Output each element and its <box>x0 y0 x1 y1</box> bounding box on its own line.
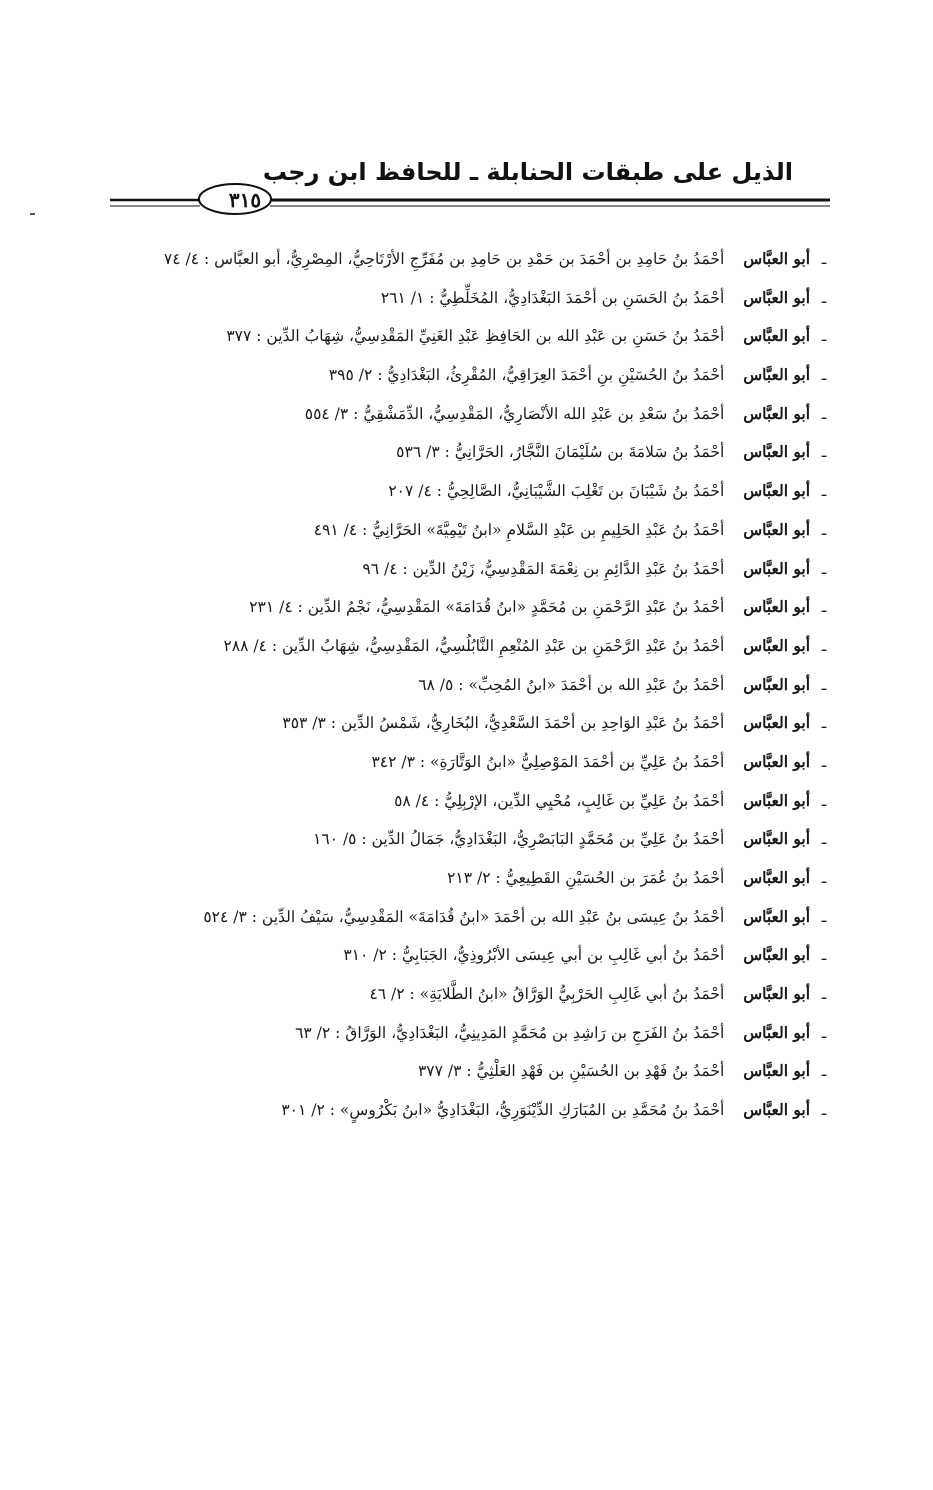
index-entry <box>113 704 833 743</box>
entry-dash: ـ <box>821 366 827 385</box>
entry-kunya: أبو العبَّاس <box>743 674 811 694</box>
entry-dash: ـ <box>821 443 827 462</box>
entry-volume-page: ٢/ ٣١٠ <box>343 946 387 965</box>
index-entry-list <box>113 240 833 1130</box>
entry-name: أحْمَدُ بنُ فَهْدِ بن الحُسَيْنِ بن فَهْدِ العَلْثِيُّ : <box>466 1062 725 1081</box>
entry-name: أحْمَدُ بنُ مُحَمَّدِ بن المُبَارَكِ الدِّيْنَوَرِيُّ، البَغْدَادِيُّ «ابنُ بَكْرُوسٍ» : <box>329 1101 725 1120</box>
index-entry <box>113 898 833 937</box>
entry-volume-page: ٤/ ٧٤ <box>163 250 200 268</box>
entry-kunya: أبو العبَّاس <box>743 287 811 307</box>
index-entry <box>113 395 833 434</box>
entry-name: أحْمَدُ بنُ الفَرَجِ بن رَاشِدِ بن مُحَمَّدٍ المَدِينِيُّ، البَغْدَادِيُّ، الوَرَّاقُ : <box>335 1023 725 1042</box>
index-entry <box>113 666 833 705</box>
entry-kunya: أبو العبَّاس <box>743 365 811 385</box>
entry-kunya: أبو العبَّاس <box>743 558 811 578</box>
margin-mark <box>30 213 35 215</box>
index-entry <box>113 472 833 511</box>
entry-volume-page: ٤/ ٤٩١ <box>313 520 358 539</box>
entry-dash: ـ <box>821 1023 827 1042</box>
entry-name: أحْمَدُ بنُ سَعْدِ بن عَبْدِ الله الأنْصَارِيُّ، المَقْدِسِيُّ، الدِّمَشْقِيُّ : <box>353 404 725 423</box>
index-entry <box>113 1052 833 1091</box>
entry-kunya: أبو العبَّاس <box>743 713 811 733</box>
entry-name: أحْمَدُ بنُ عَبْدِ الرَّحْمَنِ بن مُحَمَّدٍ «ابنُ قُدَامَةَ» المَقْدِسِيُّ، نَجْمُ الدِّين : <box>297 598 725 617</box>
entry-dash: ـ <box>821 1062 827 1081</box>
entry-kunya: أبو العبَّاس <box>743 906 811 926</box>
entry-volume-page: ٣/ ٥٢٤ <box>203 907 247 926</box>
entry-kunya: أبو العبَّاس <box>743 249 811 268</box>
entry-kunya: أبو العبَّاس <box>743 1022 811 1042</box>
index-entry <box>113 433 833 472</box>
entry-volume-page: ٢/ ٢١٣ <box>447 869 491 887</box>
entry-volume-page: ٣٧٧ <box>226 327 252 346</box>
running-title: الذيل على طبقات الحنابلة ـ للحافظ ابن رجب <box>262 158 793 186</box>
index-entry <box>113 1014 833 1053</box>
entry-dash: ـ <box>821 598 827 617</box>
index-entry <box>113 782 833 821</box>
entry-volume-page: ٥/ ١٦٠ <box>313 830 357 849</box>
entry-name: أحْمَدُ بنُ الحُسَيْنِ بنِ أحْمَدَ العِرَاقِيُّ، المُقْرِئُ، البَغْدَادِيُّ : <box>377 366 725 385</box>
entry-name: أحْمَدُ بنُ عَلِيِّ بن مُحَمَّدٍ البَابَصْرِيُّ، البَغْدَادِيُّ، جَمَالُ الدِّين : <box>361 830 725 849</box>
entry-volume-page: ٤/ ٥٨ <box>394 791 430 810</box>
entry-kunya: أبو العبَّاس <box>743 403 811 423</box>
entry-volume-page: ٣/ ٥٥٤ <box>304 404 349 423</box>
entry-name: أحْمَدُ بنُ عَبْدِ الله بن أحْمَدَ «ابنُ المُحِبِّ» : <box>458 675 725 694</box>
entry-volume-page: ٢/ ٣٩٥ <box>328 366 373 385</box>
entry-name: أحْمَدُ بنُ سَلامَةَ بن سُلَيْمَانَ النَّجَّارُ، الحَرَّانِيُّ : <box>444 443 725 462</box>
entry-volume-page: ٣/ ٣٤٢ <box>371 752 415 771</box>
entry-name: أحْمَدُ بنُ عَبْدِ الوَاحِدِ بن أحْمَدَ السَّعْدِيُّ، البُخَارِيُّ، شَمْسُ الدِّين : <box>330 714 725 733</box>
entry-name: أحْمَدُ بنُ عُمَرَ بن الحُسَيْنِ القَطِيعِيُّ : <box>495 869 725 887</box>
entry-volume-page: ٢/ ٣٠١ <box>281 1101 325 1120</box>
entry-dash: ـ <box>821 869 827 887</box>
index-entry <box>113 317 833 356</box>
entry-volume-page: ٤/ ٢٣١ <box>249 598 293 617</box>
index-entry <box>113 588 833 627</box>
entry-dash: ـ <box>821 907 827 926</box>
index-entry <box>113 859 833 898</box>
entry-name: أحْمَدُ بنُ حَامِدِ بن أحْمَدَ بن حَمْدِ بن حَامِدِ بن مُفَرِّجِ الأرْتَاحِيُّ، المِصْرِيُّ، أبو العبَّاس : <box>203 250 725 268</box>
entry-name: أحْمَدُ بنُ حَسَنِ بن عَبْدِ الله بن الحَافِظِ عَبْدِ الغَنِيِّ المَقْدِسِيُّ، شِهَابُ الدِّين : <box>256 327 725 346</box>
index-entry <box>113 240 833 279</box>
entry-volume-page: ٣/ ٥٣٦ <box>396 443 440 462</box>
index-entry <box>113 936 833 975</box>
entry-name: أحْمَدُ بنُ عَبْدِ الحَلِيمِ بن عَبْدِ السَّلامِ «ابنُ تَيْمِيَّةَ» الحَرَّانِيُّ : <box>362 520 725 539</box>
entry-volume-page: ٣/ ٣٧٧ <box>417 1062 462 1081</box>
entry-dash: ـ <box>821 520 827 539</box>
entry-kunya: أبو العبَّاس <box>743 790 811 810</box>
entry-dash: ـ <box>821 675 827 694</box>
entry-name: أحْمَدُ بنُ الحَسَنِ بن أحْمَدَ البَغْدَادِيُّ، المُخَلِّطِيُّ : <box>429 288 725 307</box>
entry-volume-page: ٣/ ٣٥٣ <box>282 714 326 733</box>
entry-volume-page: ٥/ ٦٨ <box>418 675 454 694</box>
entry-dash: ـ <box>821 985 827 1004</box>
entry-kunya: أبو العبَّاس <box>743 442 811 462</box>
entry-volume-page: ٤/ ٢٠٧ <box>388 482 432 501</box>
entry-name: أحْمَدُ بنُ عَبْدِ الدَّائِمِ بن نِعْمَةَ المَقْدِسِيُّ، زَيْنُ الدِّين : <box>402 559 725 578</box>
entry-dash: ـ <box>821 250 827 268</box>
entry-dash: ـ <box>821 482 827 501</box>
entry-dash: ـ <box>821 559 827 578</box>
entry-kunya: أبو العبَّاس <box>743 481 811 501</box>
entry-kunya: أبو العبَّاس <box>743 829 811 849</box>
entry-name: أحْمَدُ بنُ أبي غَالِبِ الحَرْبِيُّ الوَرَّاقُ «ابنُ الطَّلايَةِ» : <box>409 985 725 1004</box>
index-entry <box>113 975 833 1014</box>
index-entry <box>113 820 833 859</box>
page-header <box>0 150 933 220</box>
entry-kunya: أبو العبَّاس <box>743 597 811 617</box>
entry-volume-page: ٤/ ٩٦ <box>362 559 398 578</box>
entry-name: أحْمَدُ بنُ شَيْبَانَ بن تَغْلِبَ الشَّيْبَانِيُّ، الصَّالِحِيُّ : <box>436 482 725 501</box>
index-entry <box>113 627 833 666</box>
entry-kunya: أبو العبَّاس <box>743 868 811 887</box>
entry-name: أحْمَدُ بنُ عَلِيِّ بن غَالِبٍ، مُحْيِي الدِّين، الإرْبِلِيُّ : <box>434 791 725 810</box>
entry-name: أحْمَدُ بنُ عَلِيِّ بن أحْمَدَ المَوْصِلِيُّ «ابنُ الوَتَّارَةِ» : <box>419 752 725 771</box>
entry-kunya: أبو العبَّاس <box>743 326 811 346</box>
entry-name: أحْمَدُ بنُ أبي غَالِبِ بن أبي عِيسَى الأبْرُوذِيُّ، الجَبَابِيُّ : <box>391 946 725 965</box>
entry-kunya: أبو العبَّاس <box>743 751 811 771</box>
entry-name: أحْمَدُ بنُ عَبْدِ الرَّحْمَنِ بن عَبْدِ المُنْعِمِ النَّابُلُسِيُّ، المَقْدِسِيُّ، شِهَابُ الدِّين : <box>271 636 725 655</box>
index-entry <box>113 550 833 589</box>
entry-volume-page: ٢/ ٤٦ <box>369 985 405 1004</box>
entry-kunya: أبو العبَّاس <box>743 635 811 655</box>
entry-dash: ـ <box>821 946 827 965</box>
entry-volume-page: ٢/ ٦٣ <box>295 1023 331 1042</box>
entry-kunya: أبو العبَّاس <box>743 984 811 1004</box>
index-entry <box>113 743 833 782</box>
entry-dash: ـ <box>821 830 827 849</box>
entry-volume-page: ٤/ ٢٨٨ <box>223 636 267 655</box>
index-entry <box>113 511 833 550</box>
entry-dash: ـ <box>821 1101 827 1120</box>
entry-dash: ـ <box>821 404 827 423</box>
entry-kunya: أبو العبَّاس <box>743 1100 811 1120</box>
entry-dash: ـ <box>821 714 827 733</box>
entry-dash: ـ <box>821 288 827 307</box>
entry-name: أحْمَدُ بنُ عِيسَى بنُ عَبْدِ الله بن أحْمَدَ «ابنُ قُدَامَةَ» المَقْدِسِيُّ، سَيْفُ الدِّين : <box>251 907 725 926</box>
entry-volume-page: ١/ ٢٦١ <box>380 288 425 307</box>
entry-kunya: أبو العبَّاس <box>743 1061 811 1081</box>
index-entry <box>113 1091 833 1130</box>
index-entry <box>113 356 833 395</box>
page-number: ٣١٥ <box>228 188 262 212</box>
entry-dash: ـ <box>821 636 827 655</box>
entry-kunya: أبو العبَّاس <box>743 945 811 965</box>
entry-dash: ـ <box>821 752 827 771</box>
entry-kunya: أبو العبَّاس <box>743 519 811 539</box>
entry-dash: ـ <box>821 791 827 810</box>
entry-dash: ـ <box>821 327 827 346</box>
index-entry <box>113 279 833 318</box>
